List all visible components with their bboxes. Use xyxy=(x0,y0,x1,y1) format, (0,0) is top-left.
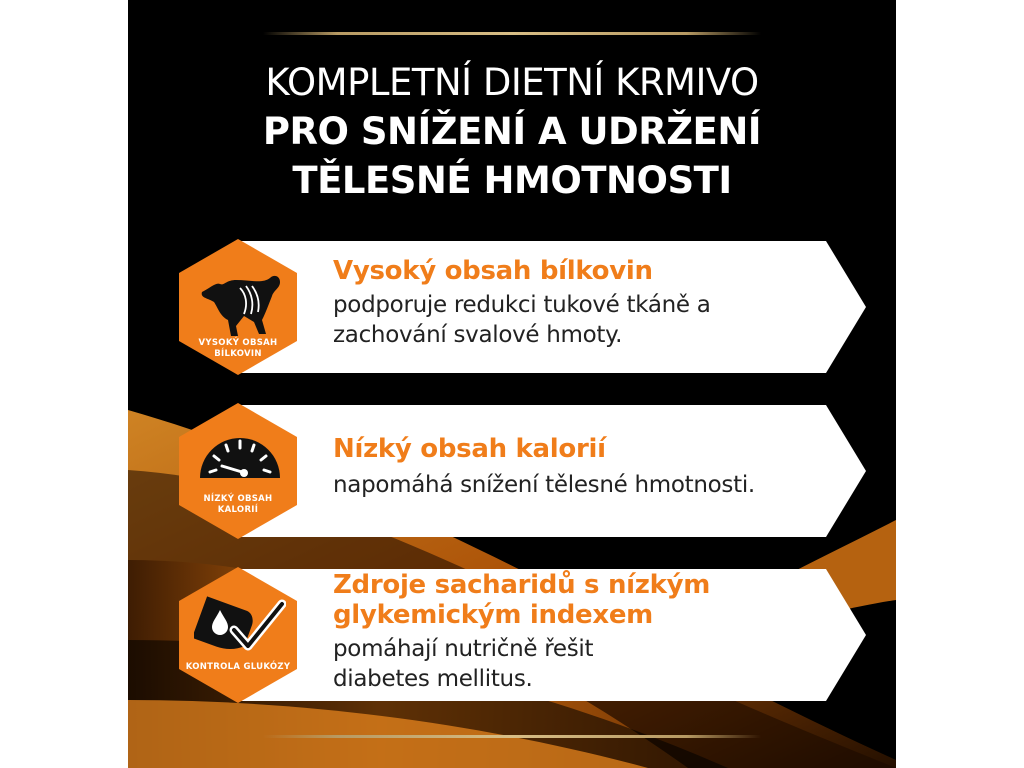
feature-description-line: diabetes mellitus. xyxy=(333,666,533,692)
promo-panel xyxy=(128,0,896,768)
feature-title: Nízký obsah kalorií xyxy=(333,434,606,464)
speedometer-icon xyxy=(196,428,284,482)
headline-line-1: KOMPLETNÍ DIETNÍ KRMIVO xyxy=(265,61,759,104)
feature-title-line: Zdroje sacharidů s nízkým xyxy=(333,570,711,600)
feature-description-line: podporuje redukci tukové tkáně a xyxy=(333,292,711,318)
glucose-check-icon xyxy=(194,594,286,658)
feature-text xyxy=(333,256,711,350)
dog-muscle-icon xyxy=(196,268,284,340)
headline-line-2: PRO SNÍŽENÍ A UDRŽENÍ xyxy=(262,110,762,153)
badge-label xyxy=(178,494,298,516)
headline xyxy=(128,58,896,205)
badge-label-line: VYSOKÝ OBSAH xyxy=(198,338,278,348)
bottom-gold-divider xyxy=(263,735,761,738)
feature-title-line: glykemickým indexem xyxy=(333,600,653,630)
feature-text xyxy=(333,570,710,694)
badge-label xyxy=(178,662,298,673)
feature-card-calories xyxy=(178,402,868,540)
badge-label-line: KALORIÍ xyxy=(217,505,259,515)
headline-line-3: TĚLESNÉ HMOTNOSTI xyxy=(292,159,732,202)
feature-description-line: pomáhají nutričně řešit xyxy=(333,636,594,662)
feature-card-glucose xyxy=(178,566,868,704)
top-gold-divider xyxy=(263,32,761,35)
badge-label-line: KONTROLA GLUKÓZY xyxy=(185,662,291,672)
feature-card-protein xyxy=(178,238,868,376)
feature-description-line: zachování svalové hmoty. xyxy=(333,322,623,348)
feature-title: Vysoký obsah bílkovin xyxy=(333,256,653,286)
feature-text xyxy=(333,434,755,500)
badge-label-line: NÍZKÝ OBSAH xyxy=(203,494,273,504)
badge-label xyxy=(178,338,298,360)
feature-description-line: napomáhá snížení tělesné hmotnosti. xyxy=(333,472,755,498)
badge-label-line: BÍLKOVIN xyxy=(214,349,262,359)
